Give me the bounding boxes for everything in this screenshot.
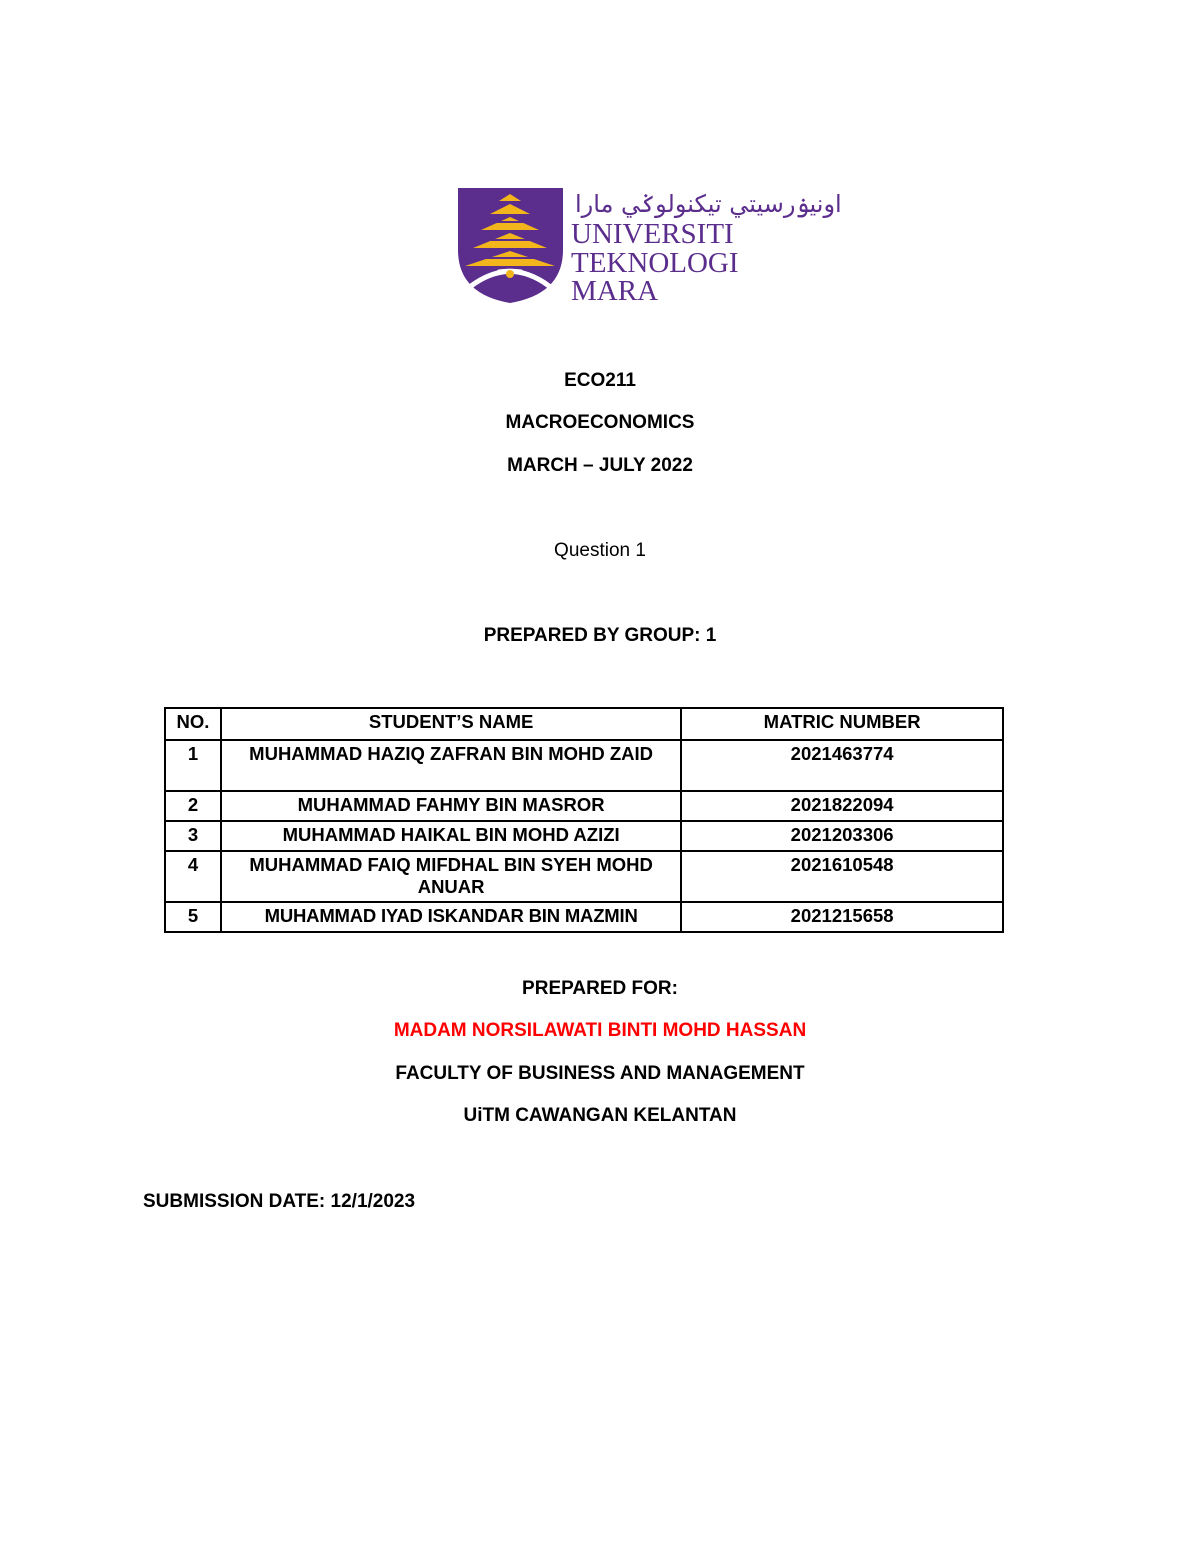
column-header-no: NO.: [165, 708, 221, 740]
submission-date: SUBMISSION DATE: 12/1/2023: [143, 1191, 416, 1212]
course-name: MACROECONOMICS: [505, 412, 695, 433]
table-row: [165, 791, 1003, 821]
table-header-row: [165, 708, 1003, 740]
logo-line-1: UNIVERSITI: [571, 218, 734, 250]
table-row: [165, 740, 1003, 791]
row-matric: 2021463774: [681, 740, 1003, 791]
table-row: [165, 902, 1003, 932]
table-row: [165, 851, 1003, 902]
row-no: 5: [165, 902, 221, 932]
course-code: ECO211: [564, 370, 636, 391]
row-name: MUHAMMAD HAZIQ ZAFRAN BIN MOHD ZAID: [221, 740, 681, 791]
row-matric: 2021215658: [681, 902, 1003, 932]
logo-jawi-text: اونيۏرسيتي تيكنولوݢي مارا: [575, 190, 842, 218]
prepared-for-label: PREPARED FOR:: [522, 978, 678, 999]
campus-name: UiTM CAWANGAN KELANTAN: [463, 1105, 737, 1126]
row-name: MUHAMMAD IYAD ISKANDAR BIN MAZMIN: [221, 902, 681, 932]
row-matric: 2021203306: [681, 821, 1003, 851]
uitm-logo: [455, 182, 842, 307]
column-header-matric: MATRIC NUMBER: [681, 708, 1003, 740]
row-name: MUHAMMAD FAIQ MIFDHAL BIN SYEH MOHD ANUAR: [221, 851, 681, 902]
lecturer-name: MADAM NORSILAWATI BINTI MOHD HASSAN: [393, 1020, 807, 1041]
uitm-crest-icon: [455, 182, 842, 307]
faculty-name: FACULTY OF BUSINESS AND MANAGEMENT: [395, 1063, 805, 1084]
logo-line-2: TEKNOLOGI: [571, 247, 739, 279]
row-no: 3: [165, 821, 221, 851]
table-row: [165, 821, 1003, 851]
row-matric: 2021610548: [681, 851, 1003, 902]
row-name: MUHAMMAD FAHMY BIN MASROR: [221, 791, 681, 821]
row-name: MUHAMMAD HAIKAL BIN MOHD AZIZI: [221, 821, 681, 851]
students-table: [164, 707, 1004, 933]
row-no: 2: [165, 791, 221, 821]
column-header-name: STUDENT’S NAME: [221, 708, 681, 740]
row-matric: 2021822094: [681, 791, 1003, 821]
semester: MARCH – JULY 2022: [507, 455, 693, 476]
row-no: 1: [165, 740, 221, 791]
question-label: Question 1: [554, 540, 646, 561]
logo-line-3: MARA: [571, 275, 659, 307]
group-label: PREPARED BY GROUP: 1: [483, 625, 717, 646]
row-no: 4: [165, 851, 221, 902]
